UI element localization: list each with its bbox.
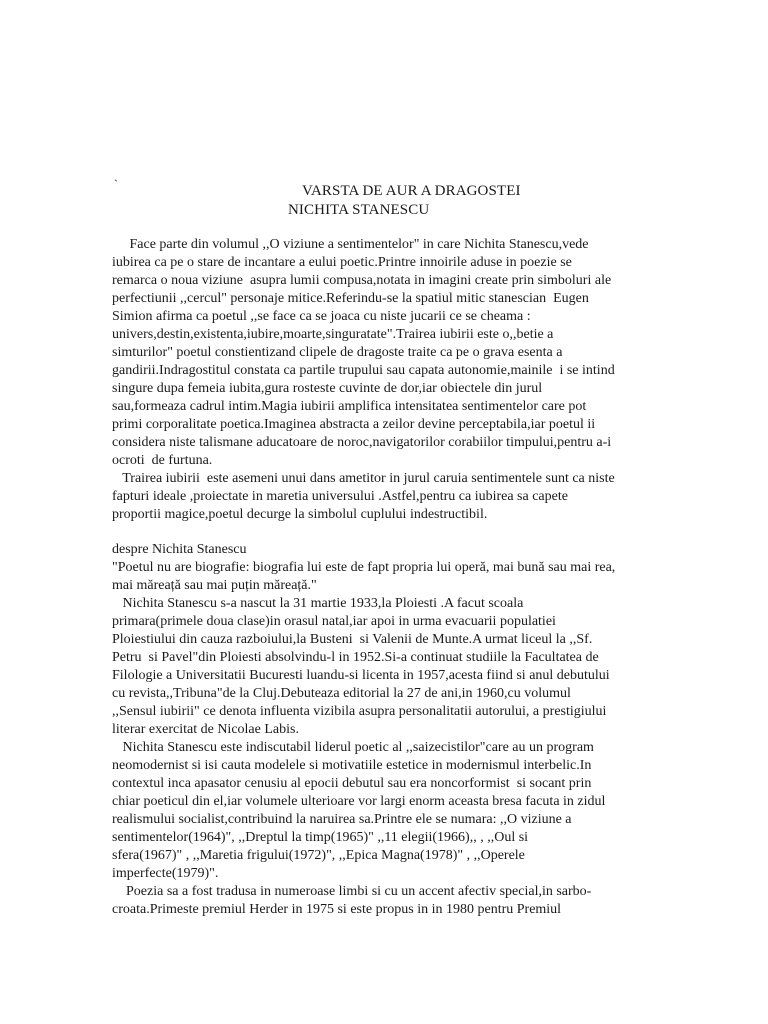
text-line: Nichita Stanescu este indiscutabil liderul poetic al ,,saizecistilor"care au un program <box>112 740 594 755</box>
text-line: chiar poeticul din el,iar volumele ulterioare vor largi enorm aceasta bresa facuta in zidul <box>112 794 606 809</box>
text-line: Petru si Pavel"din Ploiesti absolvindu-l in 1952.Si-a continuat studiile la Facultatea de <box>112 650 599 665</box>
text-line: remarca o noua viziune asupra lumii compusa,notata in imagini create prin simboluri ale <box>112 273 612 288</box>
text-line: neomodernist si isi cauta modelele si motivatiile estetice in modernismul interbelic.In <box>112 758 592 773</box>
text-line: proportii magice,poetul decurge la simbolul cuplului indestructibil. <box>112 507 488 522</box>
text-line: ,,Sensul iubirii" ce denota influenta vizibila asupra personalitatii autorului, a prestigiului <box>112 704 607 719</box>
section-heading: despre Nichita Stanescu <box>112 542 247 557</box>
text-line: cu revista,,Tribuna"de la Cluj.Debuteaza editorial la 27 de ani,in 1960,cu volumul <box>112 686 571 701</box>
text-line: Simion afirma ca poetul ,,se face ca se joaca cu niste jucarii ce se cheama : <box>112 309 531 324</box>
document-body <box>112 236 672 919</box>
text-line: univers,destin,existenta,iubire,moarte,singuratate".Trairea iubirii este o,,betie a <box>112 327 554 342</box>
text-line: imperfecte(1979)". <box>112 866 219 881</box>
text-line: perfectiunii ,,cercul" personaje mitice.Referindu-se la spatiul mitic stanescian Eugen <box>112 291 589 306</box>
text-line: realismului socialist,contribuind la naruirea sa.Printre ele se numara: ,,O viziune a <box>112 812 572 827</box>
text-line: sau,formeaza cadrul intim.Magia iubirii amplifica intensitatea sentimentelor care pot <box>112 399 587 414</box>
text-line: gandirii.Indragostitul constata ca partile trupului sau capata autonomie,mainile i se intind <box>112 363 615 378</box>
text-line: iubirea ca pe o stare de incantare a eului poetic.Printre innoirile aduse in poezie se <box>112 255 572 270</box>
paragraph-gap <box>112 524 672 541</box>
text-line: Face parte din volumul ,,O viziune a sentimentelor" in care Nichita Stanescu,vede <box>112 237 589 252</box>
text-line: sfera(1967)" , ,,Maretia frigului(1972)", ,,Epica Magna(1978)" , ,,Operele <box>112 848 525 863</box>
text-line: simturilor" poetul constientizand clipele de dragoste traite ca pe o grava esenta a <box>112 345 563 360</box>
text-line: primi corporalitate poetica.Imaginea abstracta a zeilor devine perceptabila,iar poetul ii <box>112 417 596 432</box>
text-line: primara(primele doua clase)in orasul natal,iar apoi in urma evacuarii populatiei <box>112 614 556 629</box>
text-line: Ploiestiului din cauza razboiului,la Busteni si Valenii de Munte.A urmat liceul la ,,Sf. <box>112 632 593 647</box>
document-author: NICHITA STANESCU <box>288 202 430 218</box>
text-line: croata.Primeste premiul Herder in 1975 si este propus in in 1980 pentru Premiul <box>112 902 562 917</box>
document-title: VARSTA DE AUR A DRAGOSTEI <box>302 183 521 199</box>
text-line: contextul inca apasator cenusiu al epocii debutul sau era noncorformist si socant prin <box>112 776 592 791</box>
text-line: Filologie a Universitatii Bucuresti luandu-si licenta in 1957,acesta fiind si anul debutului <box>112 668 610 683</box>
stray-mark: ` <box>114 177 118 191</box>
text-line: Poezia sa a fost tradusa in numeroase limbi si cu un accent afectiv special,in sarbo- <box>112 884 592 899</box>
text-line: "Poetul nu are biografie: biografia lui este de fapt propria lui operă, mai bună sau mai rea, <box>112 560 616 575</box>
text-line: fapturi ideale ,proiectate in maretia universului .Astfel,pentru ca iubirea sa capete <box>112 489 568 504</box>
text-line: considera niste talismane aducatoare de noroc,navigatorilor corabiilor timpului,pentru a-i <box>112 435 612 450</box>
text-line: Trairea iubirii este asemeni unui dans ametitor in jurul caruia sentimentele sunt ca niste <box>112 471 615 486</box>
text-line: ocroti de furtuna. <box>112 453 213 468</box>
text-line: Nichita Stanescu s-a nascut la 31 martie 1933,la Ploiesti .A facut scoala <box>112 596 524 611</box>
text-line: singure dupa femeia iubita,gura rosteste cuvinte de dor,iar obiectele din jurul <box>112 381 543 396</box>
text-line: mai măreață sau mai puțin măreață." <box>112 578 317 593</box>
text-line: sentimentelor(1964)", ,,Dreptul la timp(1965)" ,,11 elegii(1966),, , ,,Oul si <box>112 830 529 845</box>
text-line: literar exercitat de Nicolae Labis. <box>112 722 299 737</box>
